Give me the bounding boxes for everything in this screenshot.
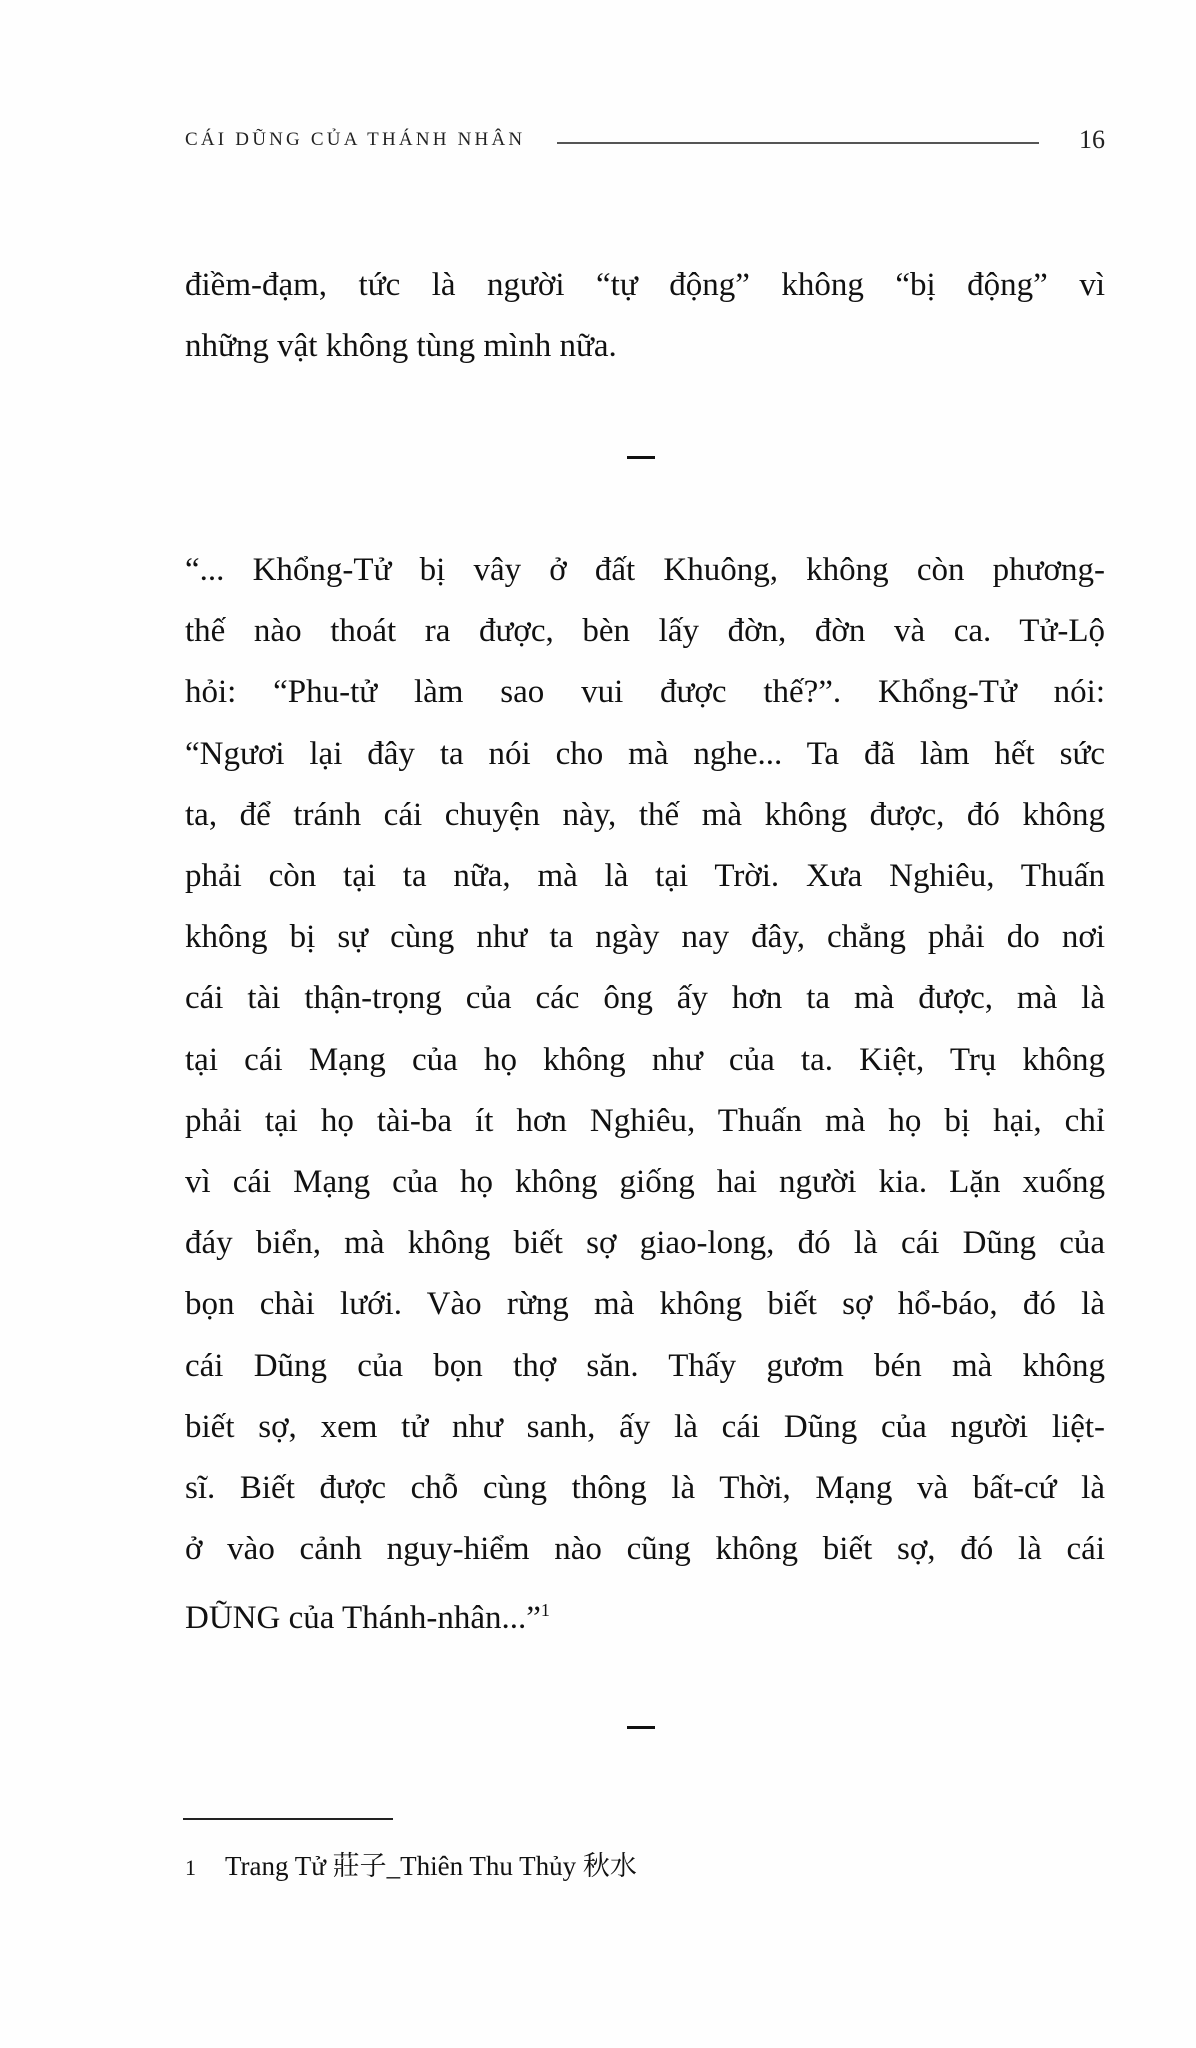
text-line: những vật không tùng mình nữa. bbox=[185, 328, 617, 364]
text-line: phải tại họ tài-ba ít hơn Nghiêu, Thuấn mà họ bị hại, chỉ bbox=[185, 1102, 1105, 1139]
footnote bbox=[185, 1848, 637, 1886]
text-line: ở vào cảnh nguy-hiểm nào cũng không biết sợ, đó là cái bbox=[185, 1531, 1105, 1568]
text-line: điềm-đạm, tức là người “tự động” không “bị động” vì bbox=[185, 267, 1105, 303]
footnote-marker[interactable]: 1 bbox=[540, 1600, 550, 1621]
text-line: không bị sự cùng như ta ngày nay đây, chẳng phải do nơi bbox=[185, 919, 1105, 956]
section-separator bbox=[627, 456, 655, 459]
running-title: CÁI DŨNG CỦA THÁNH NHÂN bbox=[185, 129, 526, 150]
text-line: “... Khổng-Tử bị vây ở đất Khuông, không còn phương- bbox=[185, 552, 1105, 588]
text-line: cái tài thận-trọng của các ông ấy hơn ta mà được, mà là bbox=[185, 980, 1105, 1017]
text-line: thế nào thoát ra được, bèn lấy đờn, đờn và ca. Tử-Lộ bbox=[185, 613, 1105, 650]
text-line: “Ngươi lại đây ta nói cho mà nghe... Ta đã làm hết sức bbox=[185, 735, 1105, 772]
text-line: sĩ. Biết được chỗ cùng thông là Thời, Mạng và bất-cứ là bbox=[185, 1470, 1105, 1506]
text-line: tại cái Mạng của họ không như của ta. Kiệt, Trụ không bbox=[185, 1041, 1105, 1078]
text-line: biết sợ, xem tử như sanh, ấy là cái Dũng của người liệt- bbox=[185, 1408, 1105, 1445]
footnote-text: Trang Tử 莊子_Thiên Thu Thủy 秋水 bbox=[225, 1851, 637, 1881]
footnote-number: 1 bbox=[185, 1855, 196, 1880]
text-line: hỏi: “Phu-tử làm sao vui được thế?”. Khổng-Tử nói: bbox=[185, 674, 1105, 711]
text-line: phải còn tại ta nữa, mà là tại Trời. Xưa Nghiêu, Thuấn bbox=[185, 858, 1105, 894]
section-separator bbox=[627, 1726, 655, 1729]
text-line: cái Dũng của bọn thợ săn. Thấy gươm bén mà không bbox=[185, 1347, 1105, 1384]
text-line: ta, để tránh cái chuyện này, thế mà không được, đó không bbox=[185, 796, 1105, 833]
running-header bbox=[185, 122, 1105, 158]
text-line: DŨNG của Thánh-nhân...”$^1$ bbox=[185, 1600, 550, 1637]
text-line: vì cái Mạng của họ không giống hai người kia. Lặn xuống bbox=[185, 1164, 1105, 1200]
footnote-rule bbox=[183, 1818, 393, 1820]
text-line: bọn chài lưới. Vào rừng mà không biết sợ hổ-báo, đó là bbox=[185, 1286, 1105, 1323]
text-line: đáy biển, mà không biết sợ giao-long, đó là cái Dũng của bbox=[185, 1225, 1105, 1262]
header-rule bbox=[557, 142, 1039, 144]
page-number: 16 bbox=[1079, 125, 1105, 154]
